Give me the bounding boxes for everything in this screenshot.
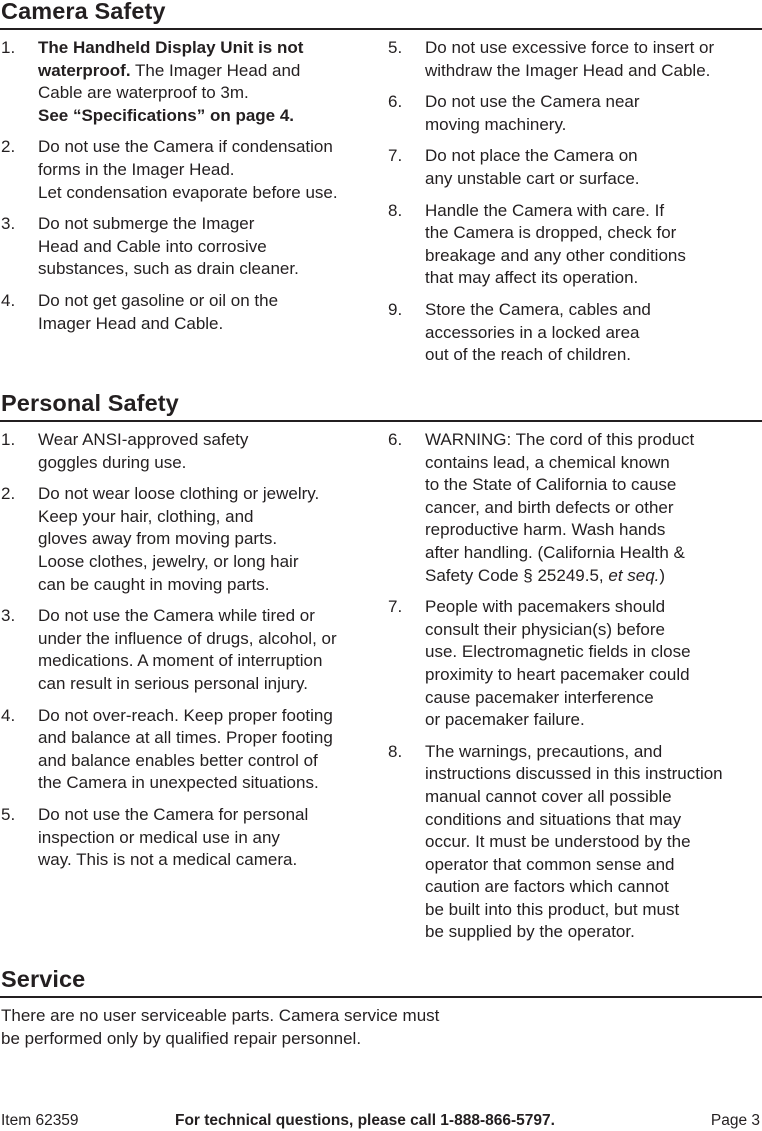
item-line: be built into this product, but must: [425, 899, 680, 919]
item-line: instructions discussed in this instruction: [425, 764, 723, 784]
personal-safety-heading: Personal Safety: [1, 390, 179, 416]
item-number: 2.: [1, 484, 16, 504]
service-rule: [0, 996, 762, 998]
item-number: 7.: [388, 597, 403, 617]
list-item: [388, 91, 760, 136]
list-item: [388, 200, 760, 290]
list-item: [1, 136, 376, 204]
list-item: [388, 145, 760, 190]
service-paragraph: [1, 1005, 439, 1050]
item-line: and balance at all times. Proper footing: [38, 728, 333, 748]
item-number: 5.: [388, 38, 403, 57]
item-line: breakage and any other conditions: [425, 245, 686, 265]
item-line: Handle the Camera with care. If: [425, 200, 665, 220]
personal-safety-list-left: [1, 429, 376, 881]
footer-item-number: Item 62359: [1, 1112, 79, 1129]
item-line: after handling. (California Health &: [425, 542, 685, 562]
item-line: Do not use excessive force to insert or: [425, 38, 715, 57]
item-number: 5.: [1, 804, 16, 824]
item-line: the Camera in unexpected situations.: [38, 773, 319, 793]
list-item: [388, 299, 760, 367]
item-number: 3.: [1, 214, 16, 234]
list-item: [1, 483, 376, 596]
item-line: withdraw the Imager Head and Cable.: [425, 60, 711, 80]
service-heading: Service: [1, 966, 86, 992]
list-item: [1, 705, 376, 795]
item-line: operator that common sense and: [425, 854, 675, 874]
item-line: People with pacemakers should: [425, 597, 666, 617]
item-line: the Camera is dropped, check for: [425, 223, 677, 243]
item-line: that may affect its operation.: [425, 268, 639, 288]
item-line: Do not use the Camera for personal: [38, 804, 309, 824]
item-line: Do not use the Camera while tired or: [38, 606, 315, 626]
item-line: Imager Head and Cable.: [38, 313, 224, 333]
item-line: waterproof. The Imager Head and: [38, 60, 301, 80]
item-line: caution are factors which cannot: [425, 877, 669, 897]
list-item: [388, 596, 760, 732]
item-line: moving machinery.: [425, 114, 567, 134]
item-line: See “Specifications” on page 4.: [38, 105, 295, 125]
item-line: Do not place the Camera on: [425, 146, 638, 166]
item-number: 4.: [1, 705, 16, 725]
item-line: and balance enables better control of: [38, 750, 318, 770]
item-number: 4.: [1, 290, 16, 310]
item-line: Wear ANSI-approved safety: [38, 430, 249, 449]
item-line: The warnings, precautions, and: [425, 741, 663, 761]
list-item: [1, 290, 376, 335]
item-line: The Handheld Display Unit is not: [38, 38, 304, 57]
item-line: Store the Camera, cables and: [425, 299, 651, 319]
item-number: 1.: [1, 430, 16, 449]
item-number: 9.: [388, 299, 403, 319]
list-item: [1, 605, 376, 695]
camera-safety-heading: Camera Safety: [1, 0, 166, 24]
item-line: can result in serious personal injury.: [38, 673, 308, 693]
list-item: [1, 213, 376, 281]
item-line: WARNING: The cord of this product: [425, 430, 695, 449]
item-line: Do not use the Camera if condensation: [38, 137, 333, 157]
item-line: manual cannot cover all possible: [425, 786, 672, 806]
list-item: [388, 37, 760, 82]
camera-safety-list-right: [388, 37, 760, 376]
footer-page-number: Page 3: [710, 1112, 760, 1129]
item-line: forms in the Imager Head.: [38, 159, 235, 179]
personal-safety-rule: [0, 420, 762, 422]
list-item: [388, 741, 760, 944]
item-line: use. Electromagnetic fields in close: [425, 642, 691, 662]
item-line: Let condensation evaporate before use.: [38, 182, 338, 202]
item-line: out of the reach of children.: [425, 345, 632, 365]
list-item: [1, 429, 376, 474]
item-line: reproductive harm. Wash hands: [425, 520, 666, 540]
item-line: contains lead, a chemical known: [425, 452, 670, 472]
item-line: gloves away from moving parts.: [38, 529, 278, 549]
item-line: Safety Code § 25249.5, et seq.): [425, 565, 666, 585]
item-number: 8.: [388, 200, 403, 220]
camera-safety-rule: [0, 28, 762, 30]
item-line: occur. It must be understood by the: [425, 832, 691, 852]
service-line: There are no user serviceable parts. Camera service must: [1, 1006, 440, 1025]
item-line: goggles during use.: [38, 452, 187, 472]
item-line: Loose clothes, jewelry, or long hair: [38, 551, 299, 571]
item-line: way. This is not a medical camera.: [38, 850, 298, 870]
item-line: consult their physician(s) before: [425, 619, 666, 639]
item-number: 6.: [388, 92, 403, 112]
list-item: [1, 37, 376, 127]
item-line: or pacemaker failure.: [425, 710, 585, 730]
list-item: [388, 429, 760, 587]
item-line: Do not submerge the Imager: [38, 214, 255, 234]
item-number: 3.: [1, 606, 16, 626]
item-line: Keep your hair, clothing, and: [38, 506, 254, 526]
item-line: accessories in a locked area: [425, 322, 640, 342]
item-line: be supplied by the operator.: [425, 922, 635, 942]
item-line: Do not get gasoline or oil on the: [38, 290, 279, 310]
item-line: under the influence of drugs, alcohol, or: [38, 628, 337, 648]
item-line: cause pacemaker interference: [425, 687, 654, 707]
item-line: conditions and situations that may: [425, 809, 682, 829]
item-line: proximity to heart pacemaker could: [425, 664, 690, 684]
item-number: 2.: [1, 137, 16, 157]
camera-safety-list-left: [1, 37, 376, 344]
item-line: inspection or medical use in any: [38, 827, 280, 847]
item-line: Head and Cable into corrosive: [38, 236, 267, 256]
item-number: 7.: [388, 146, 403, 166]
service-line: be performed only by qualified repair personnel.: [1, 1028, 362, 1048]
item-line: can be caught in moving parts.: [38, 574, 270, 594]
item-line: cancer, and birth defects or other: [425, 497, 674, 517]
item-line: medications. A moment of interruption: [38, 651, 323, 671]
item-line: to the State of California to cause: [425, 475, 677, 495]
item-number: 6.: [388, 430, 403, 449]
footer-support-phone: For technical questions, please call 1-888-866-5797.: [175, 1112, 555, 1129]
list-item: [1, 804, 376, 872]
personal-safety-list-right: [388, 429, 760, 953]
item-number: 8.: [388, 741, 403, 761]
item-line: any unstable cart or surface.: [425, 168, 640, 188]
item-line: Do not over-reach. Keep proper footing: [38, 705, 333, 725]
item-line: substances, such as drain cleaner.: [38, 259, 299, 279]
item-line: Cable are waterproof to 3m.: [38, 83, 249, 103]
item-line: Do not wear loose clothing or jewelry.: [38, 484, 320, 504]
item-number: 1.: [1, 38, 16, 57]
item-line: Do not use the Camera near: [425, 92, 640, 112]
